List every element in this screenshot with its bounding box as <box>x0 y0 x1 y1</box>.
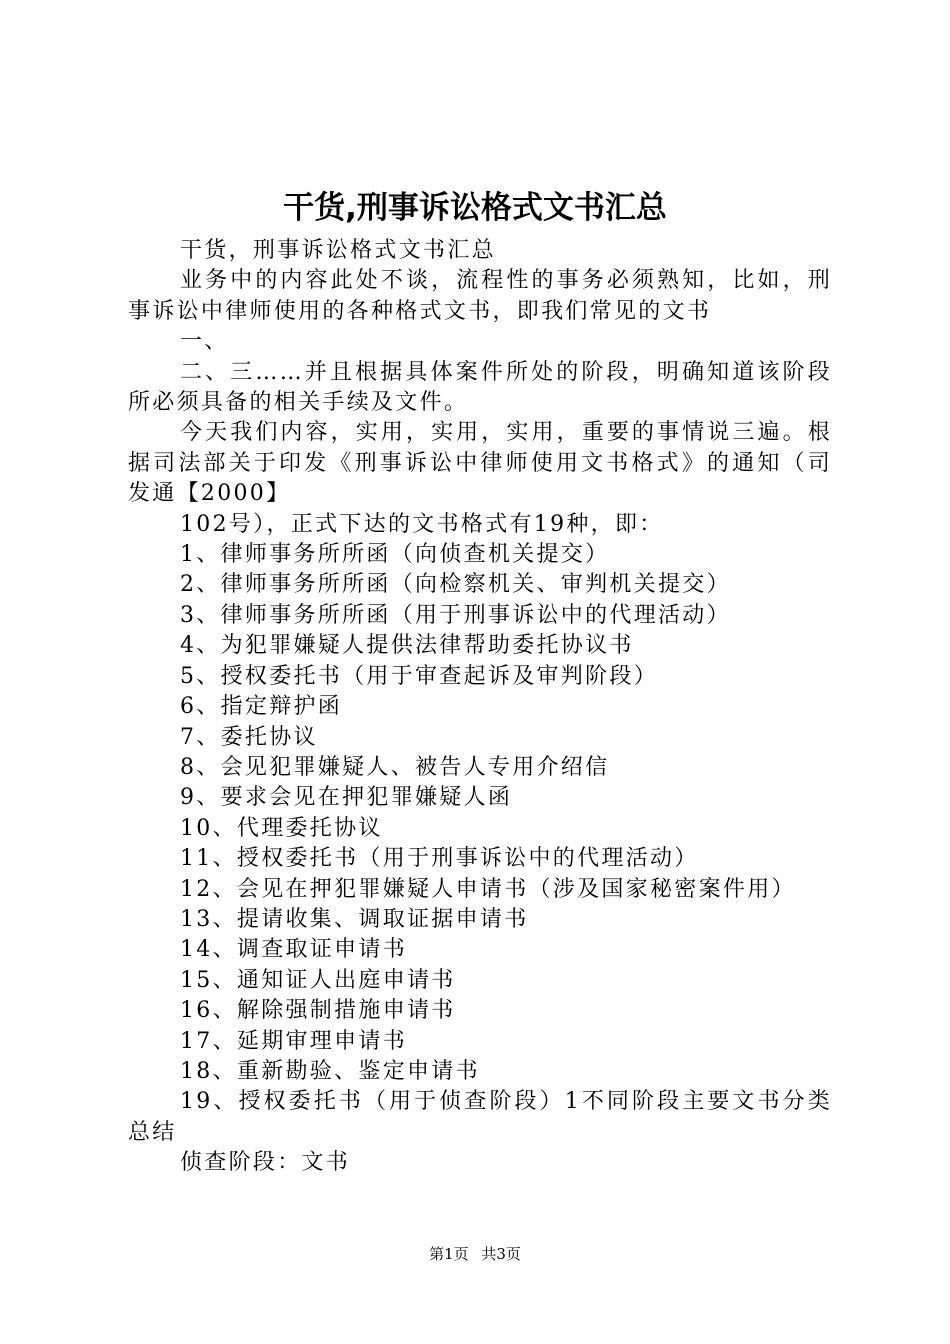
list-item: 5、授权委托书（用于审查起诉及审判阶段） <box>180 663 658 689</box>
paragraph: 干货，刑事诉讼格式文书汇总 <box>180 238 496 263</box>
list-item: 9、要求会见在押犯罪嫌疑人函 <box>180 785 513 811</box>
list-item: 12、会见在押犯罪嫌疑人申请书（涉及国家秘密案件用） <box>180 876 796 902</box>
list-item: 18、重新勘验、鉴定申请书 <box>180 1058 480 1084</box>
list-item: 16、解除强制措施申请书 <box>180 998 456 1024</box>
paragraph: 二、三……并且根据具体案件所处的阶段，明确知道该阶段所必须具备的相关手续及文件。 <box>128 359 832 416</box>
list-item: 11、授权委托书（用于刑事诉讼中的代理活动） <box>180 846 699 872</box>
paragraph: 今天我们内容，实用，实用，实用，重要的事情说三遍。根据司法部关于印发《刑事诉讼中律师使用文书格式》的通知（司发通【2000】 <box>128 420 832 507</box>
list-item: 13、提请收集、调取证据申请书 <box>180 906 529 932</box>
list-item: 17、延期审理申请书 <box>180 1028 407 1054</box>
list-item: 14、调查取证申请书 <box>180 937 407 963</box>
list-item: 8、会见犯罪嫌疑人、被告人专用介绍信 <box>180 754 610 780</box>
page-footer <box>0 1244 950 1264</box>
list-item: 7、委托协议 <box>180 724 318 750</box>
list-item: 15、通知证人出庭申请书 <box>180 967 456 993</box>
paragraph: 侦查阶段：文书 <box>180 1150 351 1176</box>
list-item: 3、律师事务所所函（用于刑事诉讼中的代理活动） <box>180 602 731 628</box>
list-item: 1、律师事务所所函（向侦查机关提交） <box>180 542 610 568</box>
list-item: 2、律师事务所所函（向检察机关、审判机关提交） <box>180 572 731 598</box>
document-body <box>128 236 832 1179</box>
list-item: 19、授权委托书（用于侦查阶段）1不同阶段主要文书分类总结 <box>128 1089 832 1145</box>
paragraph: 102号），正式下达的文书格式有19种，即： <box>180 511 664 537</box>
paragraph: 一、 <box>180 329 229 355</box>
paragraph: 业务中的内容此处不谈，流程性的事务必须熟知，比如，刑事诉讼中律师使用的各种格式文书，即我们常见的文书 <box>128 268 832 324</box>
list-item: 4、为犯罪嫌疑人提供法律帮助委托协议书 <box>180 633 634 659</box>
list-item: 10、代理委托协议 <box>180 815 383 841</box>
page-number: 第1页 <box>429 1245 469 1263</box>
document-title: 干货,刑事诉讼格式文书汇总 <box>283 190 667 226</box>
page-total: 共3页 <box>481 1245 521 1263</box>
list-item: 6、指定辩护函 <box>180 694 343 720</box>
